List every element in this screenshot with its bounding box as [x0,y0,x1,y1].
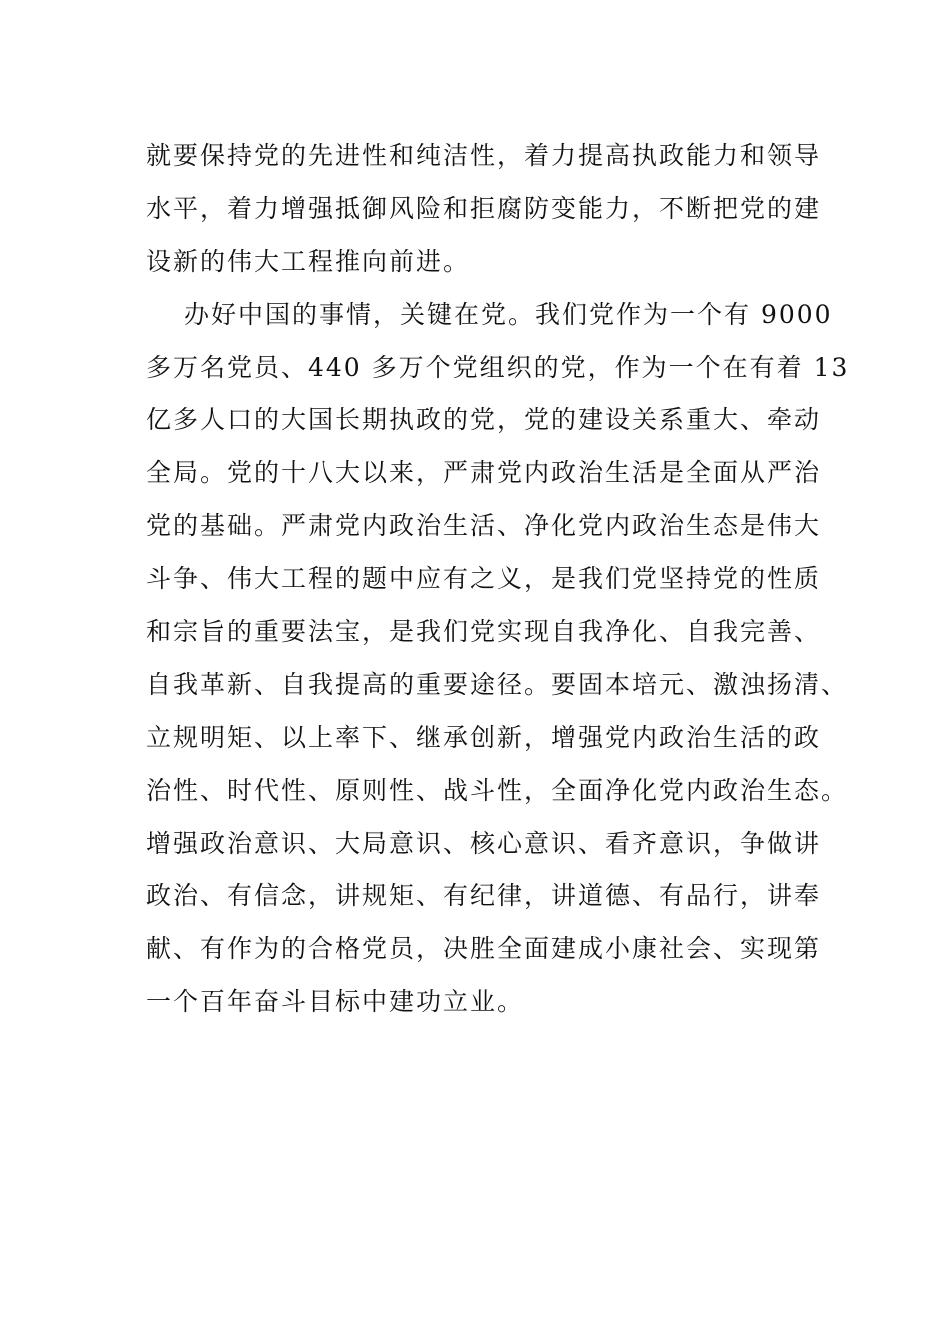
text-line: 水平，着力增强抵御风险和拒腐防变能力，不断把党的建 [146,193,822,223]
text-line: 自我革新、自我提高的重要途径。要固本培元、激浊扬清、 [146,669,849,699]
text-line: 亿多人口的大国长期执政的党，党的建设关系重大、牵动 [146,405,822,435]
text-line: 全局。党的十八大以来，严肃党内政治生活是全面从严治 [146,458,822,488]
text-line: 党的基础。严肃党内政治生活、净化党内政治生态是伟大 [146,511,822,541]
text-line [146,1029,806,1082]
document-body [146,130,850,1082]
text-line: 立规明矩、以上率下、继承创新，增强党内政治生活的政 [146,722,822,752]
paragraph-2 [146,289,850,1082]
text-line: 献、有作为的合格党员，决胜全面建成小康社会、实现第 [146,934,822,964]
paragraph-1 [146,130,822,289]
text-line: 政治、有信念，讲规矩、有纪律，讲道德、有品行，讲奉 [146,881,822,911]
text-line: 治性、时代性、原则性、战斗性，全面净化党内政治生态。 [146,775,849,805]
text-line: 和宗旨的重要法宝，是我们党实现自我净化、自我完善、 [146,617,822,647]
text-line: 就要保持党的先进性和纯洁性，着力提高执政能力和领导 [146,141,822,170]
text-line: 斗争、伟大工程的题中应有之义，是我们党坚持党的性质 [146,564,822,594]
text-line: 设新的伟大工程推向前进。 [146,246,471,276]
text-line: 办好中国的事情，关键在党。我们党作为一个有 9000 [184,299,833,329]
text-line: 多万名党员、440 多万个党组织的党，作为一个在有着 13 [146,352,850,382]
text-line: 增强政治意识、大局意识、核心意识、看齐意识，争做讲 [146,828,822,858]
text-line: 一个百年奋斗目标中建功立业。 [146,987,525,1017]
